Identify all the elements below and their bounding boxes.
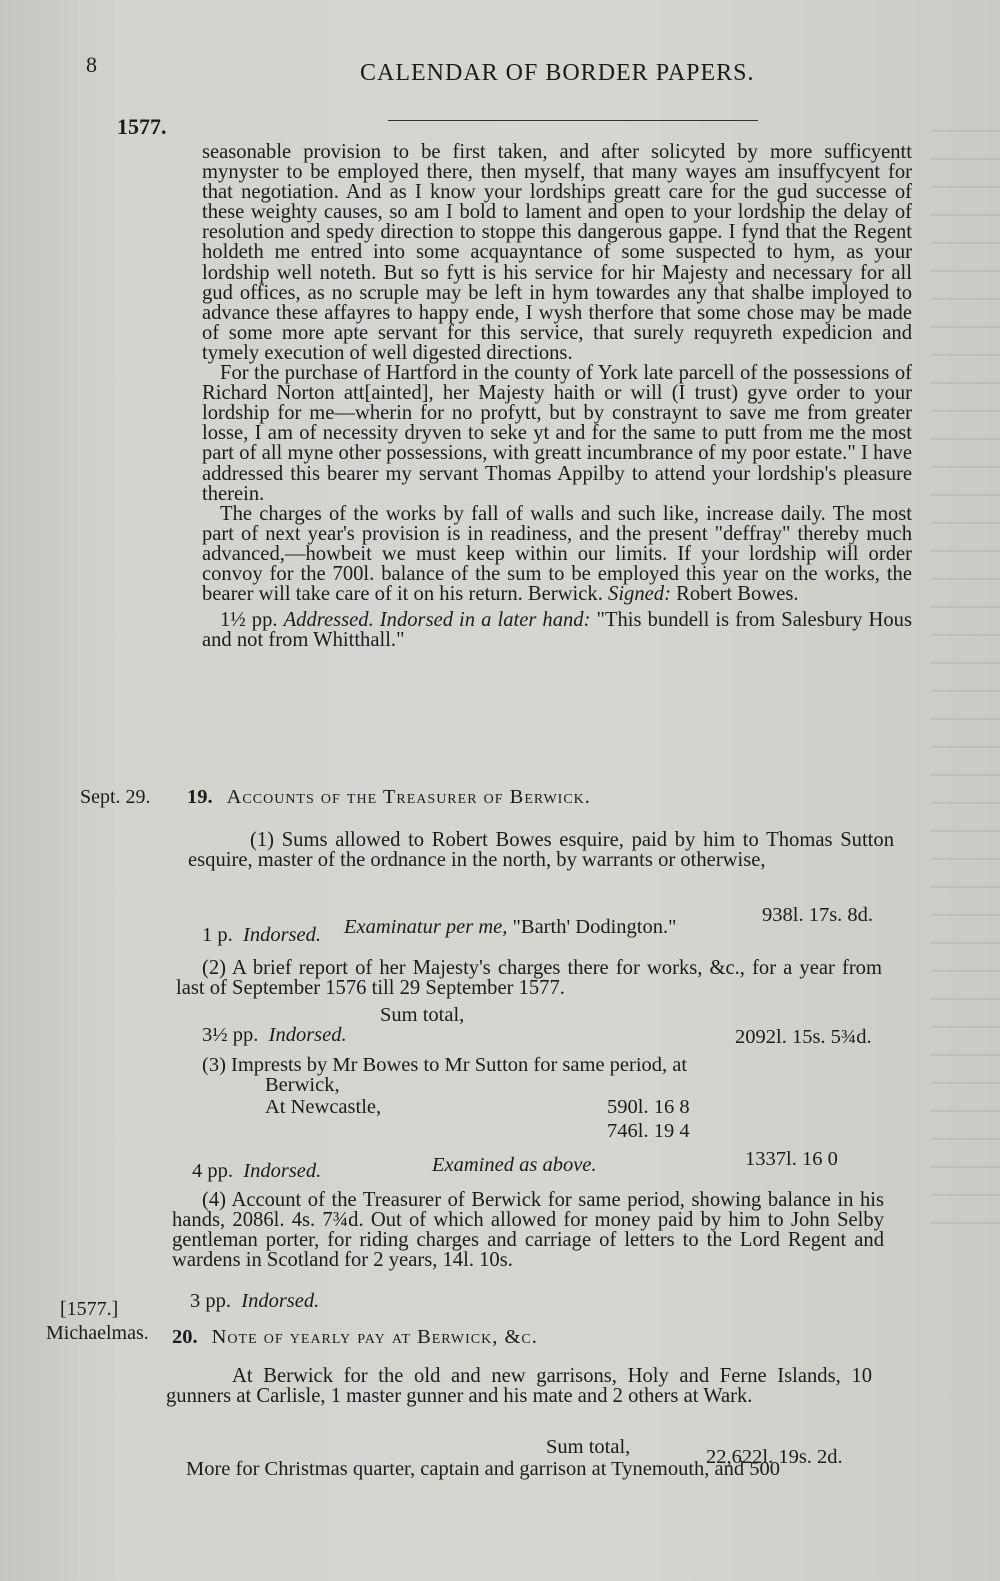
entry19-item3: (3) Imprests by Mr Bowes to Mr Sutton for same period, at xyxy=(202,1054,688,1076)
entry19-item1-endorse xyxy=(202,924,321,947)
entry19-heading xyxy=(187,786,591,809)
entry19-item2-amount: 2092l. 15s. 5¾d. xyxy=(735,1026,872,1048)
entry20-number: 20. xyxy=(172,1326,198,1348)
entry19-item3-row2-amount: 746l. 19 4 xyxy=(607,1120,690,1142)
entry19-item3-row1-label: Berwick, xyxy=(265,1074,340,1096)
item3-indorsed: Indorsed. xyxy=(243,1160,322,1182)
entry19-item1-exam xyxy=(344,916,676,939)
entry19-item3-exam xyxy=(432,1154,597,1177)
entry19-item3-row2-label: At Newcastle, xyxy=(265,1096,382,1118)
entry19-item1-text: (1) Sums allowed to Robert Bowes esquire, paid by him to Thomas Sutton esquire, master of the ordnance in the north, by warrants or otherwise, xyxy=(188,829,894,872)
letter-paragraph-2: For the purchase of Hartford in the county of York late parcell of the possessions of Richard Norton att[ainted], her Majesty haith or will (I trust) gyve order to your lordship for me—wherin for no profytt, but by constraynt to save me from greater losse, I am of necessity dryven to seke yt and for the same to putt from me the most part of all myne other possessions, with greatt incumbrance of my poor estate." I have addressed this bearer my servant Thomas Appilby to attend your lordship's pleasure therein. xyxy=(202,362,912,505)
entry20-year: [1577.] xyxy=(60,1298,119,1320)
entry19-item4 xyxy=(172,1190,884,1270)
letter-paragraph-3 xyxy=(202,504,912,604)
entry19-item2-endorse xyxy=(202,1024,347,1047)
entry19-item3-total: 1337l. 16 0 xyxy=(745,1148,838,1170)
signed-name: Robert Bowes. xyxy=(676,583,799,606)
entry20-sum-amount: 22,622l. 19s. 2d. xyxy=(706,1446,843,1468)
item1-indorsed: Indorsed. xyxy=(243,924,322,946)
entry19-item2-text: (2) A brief report of her Majesty's charges there for works, &c., for a year from last of September 1576 till 29 September 1577. xyxy=(176,957,882,1000)
entry20-more: More for Christmas quarter, captain and garrison at Tynemouth, and 500 xyxy=(186,1458,780,1480)
letter-paragraph-1: seasonable provision to be first taken, and after solicyted by more sufficyentt mynyster to be employed there, then myself, that many wayes am insuffycyent for that negotiation. And as I know your lordships greatt care for the gud successe of these weighty causes, so am I bold to lament and open to your lordship the delay of resolution and spedy direction to stoppe this dangerous gappe. I fynd that the Regent holdeth me entred into some acquayntance of some suspected to hym, as your lordship well noteth. But so fytt is his service for hir Majesty and necessary for all gud offices, as no scruple may be left in hym towardes any that shalbe imployed to advance these affayres to happy ende, I wysh therfore that some chose may be made of some more apte servant for this service, that surely requyreth expedicion and tymely execution of well digested directions. xyxy=(202,141,912,364)
margin-year: 1577. xyxy=(117,114,167,139)
entry19-item3-row1-amount: 590l. 16 8 xyxy=(607,1096,690,1118)
item1-exam-label: Examinatur per me, xyxy=(344,916,508,938)
letter-paragraph-3-text: The charges of the works by fall of walls and such like, increase daily. The most part of next year's provision is in readiness, and the present "deffray" thereby much advanced,—howbeit we must keep within our limits. If your lordship will order convoy for the 700l. balance of the sum to be employed this year on the works, the bearer will take care of it on his return. Berwick. xyxy=(202,502,912,606)
item4-pp: 3 pp. xyxy=(190,1290,231,1312)
entry19-item1-amount: 938l. 17s. 8d. xyxy=(762,904,874,926)
item1-exam-name: "Barth' Dodington." xyxy=(512,916,677,938)
entry19-item1 xyxy=(188,830,894,870)
bleed-through-shadow xyxy=(930,130,1000,1230)
endorse-quote: "This bundell is from Salesbury Hous and not from Whitthall." xyxy=(202,609,912,652)
endorse-note: Addressed. Indorsed in a later hand: xyxy=(283,609,591,632)
endorse-pp: 1½ pp. xyxy=(220,609,278,632)
header-rule xyxy=(388,120,758,121)
page-number: 8 xyxy=(86,52,97,77)
letter-endorsement xyxy=(202,610,912,650)
item3-pp: 4 pp. xyxy=(192,1160,233,1182)
signed-label: Signed: xyxy=(608,583,671,606)
entry19-number: 19. xyxy=(187,786,213,808)
entry20-text-block xyxy=(166,1366,872,1406)
item1-pp: 1 p. xyxy=(202,924,233,946)
running-title: CALENDAR OF BORDER PAPERS. xyxy=(360,60,755,86)
item3-exam-label: Examined as above. xyxy=(432,1154,597,1176)
letter-body xyxy=(202,142,912,650)
item2-indorsed: Indorsed. xyxy=(268,1024,347,1046)
entry20-heading xyxy=(172,1326,538,1349)
item2-pp: 3½ pp. xyxy=(202,1024,259,1046)
entry20-text: At Berwick for the old and new garrisons, Holy and Ferne Islands, 10 gunners at Carlisle, 1 master gunner and his mate and 2 others at Wark. xyxy=(166,1365,872,1408)
entry19-title: Accounts of the Treasurer of Berwick. xyxy=(226,786,591,808)
entry19-item2 xyxy=(176,958,882,998)
entry20-date: Michaelmas. xyxy=(46,1322,149,1344)
entry19-date: Sept. 29. xyxy=(80,786,151,808)
entry19-item2-sum: Sum total, xyxy=(380,1004,465,1026)
entry19-item4-endorse xyxy=(190,1290,319,1313)
entry19-item4-text: (4) Account of the Treasurer of Berwick for same period, showing balance in his hands, 2086l. 4s. 7¾d. Out of which allowed for money paid by him to John Selby gentleman porter, for riding charges and carriage of letters to the Lord Regent and wardens in Scotland for 2 years, 14l. 10s. xyxy=(172,1189,884,1272)
entry20-title: Note of yearly pay at Berwick, &c. xyxy=(211,1326,538,1348)
item4-indorsed: Indorsed. xyxy=(241,1290,320,1312)
entry20-sum-label: Sum total, xyxy=(546,1436,631,1458)
entry19-item3-endorse xyxy=(192,1160,321,1183)
